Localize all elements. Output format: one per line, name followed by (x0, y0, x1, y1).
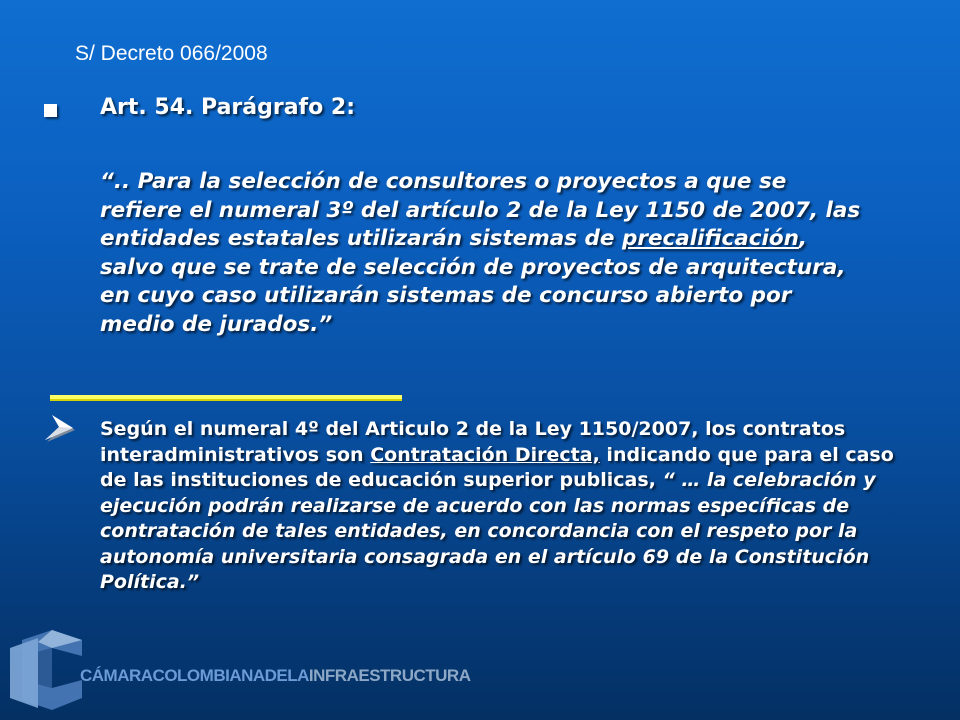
quote-text-2: , salvo que se trate de selección de proyectos de arquitectura, en cuyo caso utilizarán sistemas de concurso abierto por medio de jurados.” (100, 226, 846, 337)
directa-paragraph (100, 417, 900, 596)
arrow-bullet-icon (44, 414, 76, 446)
camara-logo-text (80, 666, 470, 686)
paragraph-text-2: indicando que para el caso de las instituciones de educación superior publicas, (100, 443, 894, 491)
quote-underlined: precalificación (621, 226, 799, 251)
logo-text-part2: INFRAESTRUCTURA (308, 666, 471, 685)
quote-text-1: “.. Para la selección de consultores o proyectos a que se refiere el numeral 3º del artículo 2 de la Ley 1150 de 2007, las entidades estatales utilizarán sistemas de (100, 169, 861, 251)
square-bullet-icon (44, 104, 57, 117)
article-heading: Art. 54. Parágrafo 2: (100, 95, 356, 120)
article-quote (100, 168, 870, 339)
paragraph-underlined: Contratación Directa, (370, 443, 600, 466)
yellow-divider (50, 395, 402, 401)
camara-logo-icon (8, 628, 86, 716)
subtitle: S/ Decreto 066/2008 (75, 42, 268, 65)
paragraph-text-1: Según el numeral 4º del Articulo 2 de la Ley 1150/2007, los contratos interadministrativos son (100, 418, 846, 466)
logo-text-part1: CÁMARACOLOMBIANADELA (80, 666, 309, 685)
paragraph-italic-quote: “ … la celebración y ejecución podrán realizarse de acuerdo con las normas específicas de contratación de tales entidades, en concordancia con el respeto por la autonomía universitaria consagrada en el artículo 69 de la Constitución Política.” (100, 469, 876, 593)
